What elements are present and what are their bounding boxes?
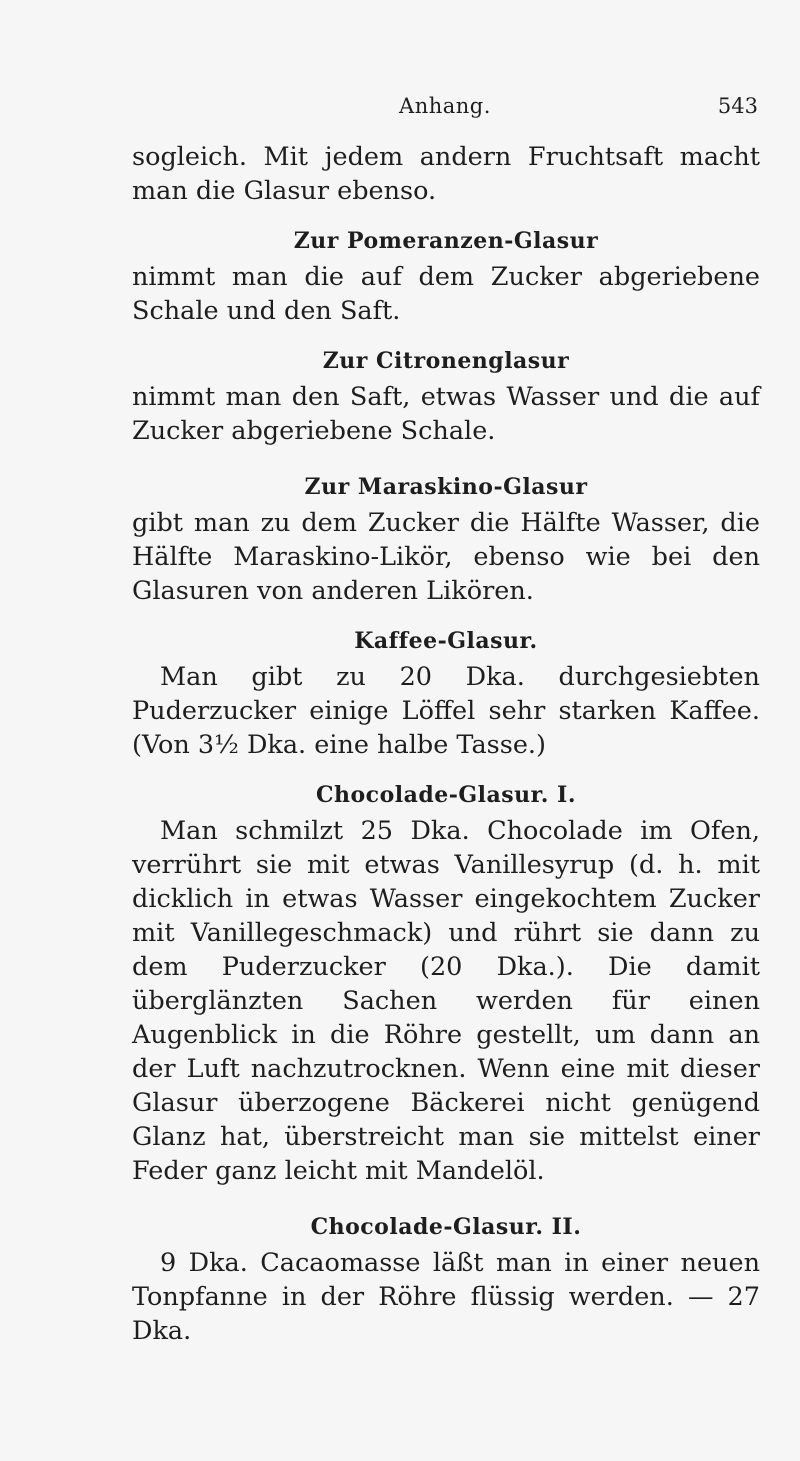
heading-pomeranzen-glasur: Zur Pomeranzen-Glasur [293,228,599,254]
heading-chocolade-glasur-2: Chocolade-Glasur. II. [310,1214,582,1240]
page-header [132,94,758,124]
running-head: Anhang. [399,94,491,118]
body-text [132,140,760,1348]
paragraph-chocolade-1: Man schmilzt 25 Dka. Chocolade im Ofen, verrührt sie mit etwas Vanillesyrup (d. h. mit dicklich in etwas Wasser eingekochtem Zucker mit Vanillegeschmack) und rührt sie dann zu dem Puderzucker (20 Dka.). Die damit überglänzten Sachen werden für einen Augenblick in die Röhre gestellt, um dann an der Luft nachzutrocknen. Wenn eine mit dieser Glasur überzogene Bäckerei nicht genügend Glanz hat, überstreicht man sie mittelst einer Feder ganz leicht mit Mandelöl. [132,816,760,1186]
page-number: 543 [717,94,758,118]
heading-chocolade-glasur-1: Chocolade-Glasur. I. [316,782,576,808]
heading-maraskino-glasur: Zur Maraskino-Glasur [304,474,588,500]
heading-citronenglasur: Zur Citronenglasur [322,348,570,374]
paragraph-sogleich: sogleich. Mit jedem andern Fruchtsaft macht man die Glasur ebenso. [132,142,760,206]
paragraph-maraskino: gibt man zu dem Zucker die Hälfte Wasser, die Hälfte Maraskino-Likör, ebenso wie bei den Glasuren von anderen Likören. [132,508,760,606]
paragraph-kaffee: Man gibt zu 20 Dka. durchgesiebten Puderzucker einige Löffel sehr starken Kaffee. (Von 3½ Dka. eine halbe Tasse.) [132,662,760,760]
paragraph-citronen: nimmt man den Saft, etwas Wasser und die auf Zucker abgeriebene Schale. [132,382,760,446]
paragraph-pomeranzen: nimmt man die auf dem Zucker abgeriebene Schale und den Saft. [132,262,760,326]
heading-kaffee-glasur: Kaffee-Glasur. [354,628,538,654]
paragraph-chocolade-2: 9 Dka. Cacaomasse läßt man in einer neuen Tonpfanne in der Röhre flüssig werden. — 27 Dka. [132,1248,760,1346]
